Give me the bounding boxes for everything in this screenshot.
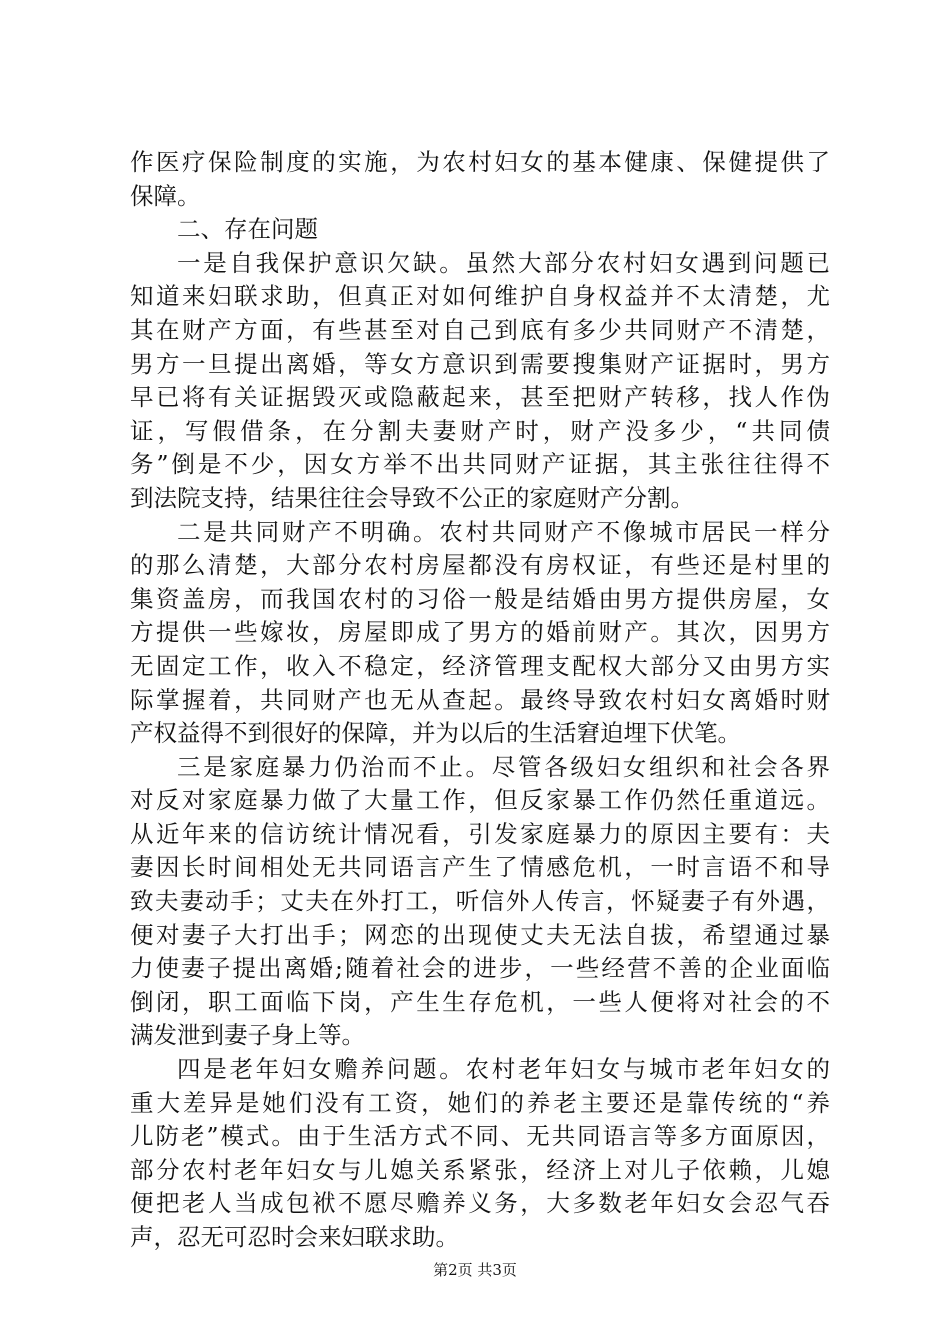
text-line: 致夫妻动手；丈夫在外打工，听信外人传言，怀疑妻子有外遇，: [130, 887, 830, 916]
text-line: 产权益得不到很好的保障，并为以后的生活窘迫埋下伏笔。: [130, 719, 741, 748]
text-line: 证，写假借条，在分割夫妻财产时，财产没多少，“共同债: [130, 416, 830, 445]
text-line: 三是家庭暴力仍治而不止。尽管各级妇女组织和社会各界: [177, 752, 830, 781]
text-line: 际掌握着，共同财产也无从查起。最终导致农村妇女离婚时财: [130, 685, 830, 714]
text-line: 保障。: [130, 181, 201, 210]
text-line: 的那么清楚，大部分农村房屋都没有房权证，有些还是村里的: [130, 551, 830, 580]
document-body: [130, 146, 830, 1255]
text-line: 便把老人当成包袱不愿尽赡养义务，大多数老年妇女会忍气吞: [130, 1189, 830, 1218]
text-line: 倒闭，职工面临下岗，产生生存危机，一些人便将对社会的不: [130, 987, 830, 1016]
text-line: 满发泄到妻子身上等。: [130, 1021, 365, 1050]
text-line: 力使妻子提出离婚;随着社会的进步，一些经营不善的企业面临: [130, 954, 830, 983]
text-line: 知道来妇联求助，但真正对如何维护自身权益并不太清楚，尤: [130, 282, 830, 311]
text-line: 二是共同财产不明确。农村共同财产不像城市居民一样分: [177, 517, 830, 546]
text-line: 部分农村老年妇女与儿媳关系紧张，经济上对儿子依赖，儿媳: [130, 1155, 830, 1184]
text-line: 早已将有关证据毁灭或隐蔽起来，甚至把财产转移，找人作伪: [130, 383, 830, 412]
text-line: 对反对家庭暴力做了大量工作，但反家暴工作仍然任重道远。: [130, 786, 830, 815]
text-line: 重大差异是她们没有工资，她们的养老主要还是靠传统的“养: [130, 1088, 830, 1117]
text-line: 妻因长时间相处无共同语言产生了情感危机，一时言语不和导: [130, 853, 830, 882]
text-line: 一是自我保护意识欠缺。虽然大部分农村妇女遇到问题已: [177, 248, 830, 277]
text-line: 务”倒是不少，因女方举不出共同财产证据，其主张往往得不: [130, 450, 830, 479]
text-line: 无固定工作，收入不稳定，经济管理支配权大部分又由男方实: [130, 651, 830, 680]
text-line: 儿防老”模式。由于生活方式不同、无共同语言等多方面原因，: [130, 1122, 830, 1151]
page-number: 第2页 共3页: [433, 1261, 517, 1279]
text-line: 方提供一些嫁妆，房屋即成了男方的婚前财产。其次，因男方: [130, 618, 830, 647]
section-heading: 二、存在问题: [177, 215, 318, 244]
text-line: 其在财产方面，有些甚至对自己到底有多少共同财产不清楚，: [130, 315, 830, 344]
text-line: 集资盖房，而我国农村的习俗一般是结婚由男方提供房屋，女: [130, 584, 830, 613]
text-line: 作医疗保险制度的实施，为农村妇女的基本健康、保健提供了: [130, 148, 830, 176]
text-line: 从近年来的信访统计情况看，引发家庭暴力的原因主要有：夫: [130, 819, 830, 848]
text-line: 到法院支持，结果往往会导致不公正的家庭财产分割。: [130, 483, 694, 512]
text-line: 四是老年妇女赡养问题。农村老年妇女与城市老年妇女的: [177, 1055, 830, 1084]
text-line: 便对妻子大打出手；网恋的出现使丈夫无法自拔，希望通过暴: [130, 920, 830, 949]
text-line: 声，忍无可忍时会来妇联求助。: [130, 1223, 459, 1251]
text-line: 男方一旦提出离婚，等女方意识到需要搜集财产证据时，男方: [130, 349, 830, 378]
